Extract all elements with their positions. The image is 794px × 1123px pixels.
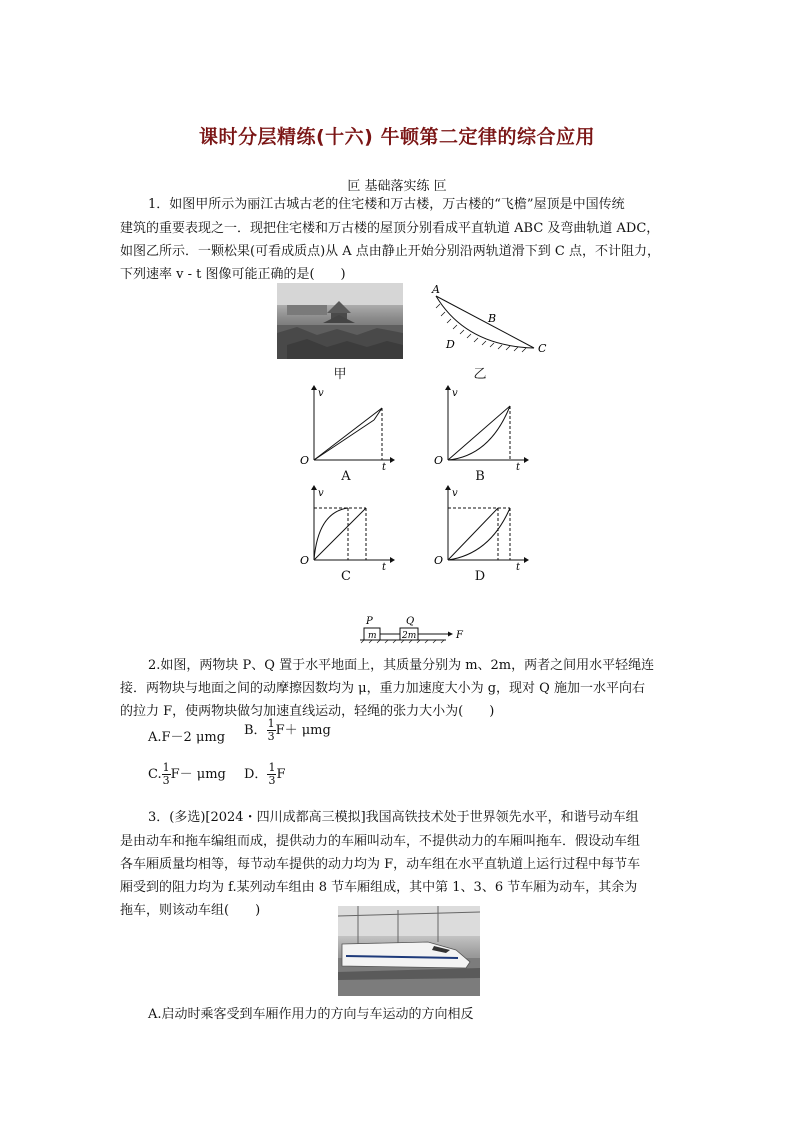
force-f-label: F	[456, 630, 463, 641]
graph-a-origin: O	[300, 454, 310, 467]
track-label-c: C	[538, 342, 547, 355]
q3-line-3: 各车厢质量均相等，每节动车提供的动力均为 F，动车组在水平直轨道上运行过程中每节车	[120, 857, 641, 872]
q2-option-d-prefix: D．	[244, 767, 268, 782]
block-p-label: P	[366, 616, 373, 627]
q2-option-b-prefix: B．	[244, 723, 267, 738]
old-town-photo	[277, 283, 403, 359]
fraction-one-third: $\frac{1}{3}$	[162, 761, 170, 787]
fraction-one-third: $\frac{1}{3}$	[267, 717, 275, 743]
q2-line-2: 接．两物块与地面之间的动摩擦因数均为 μ，重力加速度大小为 g，现对 Q 施加一水平向右	[120, 681, 645, 696]
graph-b-origin: O	[434, 454, 444, 467]
q3-line-2: 是由动车和拖车编组而成，提供动力的车厢叫动车，不提供动力的车厢叫拖车．假设动车组	[120, 834, 641, 849]
high-speed-train-photo	[338, 906, 480, 996]
q2-line-3: 的拉力 F，使两物块做匀加速直线运动，轻绳的张力大小为( )	[120, 704, 495, 719]
q2-line-1: 2.如图，两物块 P、Q 置于水平地面上，其质量分别为 m、2m，两者之间用水平轻绳连	[148, 658, 655, 673]
graph-c-origin: O	[300, 554, 310, 567]
graph-a	[296, 384, 396, 470]
block-p-mass: m	[368, 631, 377, 641]
graph-d-caption: D	[474, 569, 486, 584]
graph-b-caption: B	[475, 469, 485, 484]
q1-line-2: 建筑的重要表现之一．现把住宅楼和万古楼的屋顶分别看成平直轨道 ABC 及弯曲轨道 ADC，	[120, 221, 660, 236]
q3-line-4: 厢受到的阻力均为 f.某列动车组由 8 节车厢组成，其中第 1、3、6 节车厢为动车，其余为	[120, 880, 638, 895]
block-q-label: Q	[406, 616, 415, 627]
q2-option-b	[244, 718, 331, 743]
q3-option-a: A.启动时乘客受到车厢作用力的方向与车运动的方向相反	[148, 1007, 474, 1022]
q3-line-5: 拖车，则该动车组( )	[120, 903, 261, 918]
graph-a-v-label: v	[318, 388, 324, 399]
track-label-b: B	[488, 312, 497, 325]
q2-option-d-body: F	[276, 767, 286, 782]
graph-c	[296, 484, 396, 570]
graph-b-v-label: v	[452, 388, 458, 399]
q2-option-c-body: F－ μmg	[170, 767, 226, 782]
graph-a-t-label: t	[382, 462, 387, 470]
q2-option-b-body: F＋ μmg	[275, 723, 331, 738]
graph-d-origin: O	[434, 554, 444, 567]
track-label-a: A	[432, 283, 440, 296]
graph-d-t-label: t	[516, 562, 521, 570]
graph-d	[430, 484, 530, 570]
q2-option-c-prefix: C.	[148, 767, 162, 782]
graph-b-t-label: t	[516, 462, 521, 470]
fraction-one-third: $\frac{1}{3}$	[268, 761, 276, 787]
graph-c-v-label: v	[318, 488, 324, 499]
track-diagram	[426, 282, 548, 358]
block-q-mass: 2m	[402, 631, 417, 641]
fig-jia-caption: 甲	[333, 367, 347, 382]
q2-option-a: A.F－2 μmg	[148, 730, 226, 745]
q2-option-c	[148, 762, 226, 787]
blocks-diagram	[356, 612, 472, 644]
section-heading: 叵 基础落实练 叵	[347, 179, 447, 194]
q1-line-4: 下列速率 v - t 图像可能正确的是( )	[120, 267, 346, 282]
q2-option-d	[244, 762, 285, 787]
q1-line-3: 如图乙所示．一颗松果(可看成质点)从 A 点由静止开始分别沿两轨道滑下到 C 点，不计阻力，	[120, 244, 661, 259]
fig-yi-caption: 乙	[473, 367, 487, 382]
q1-line-1: 1．如图甲所示为丽江古城古老的住宅楼和万古楼，万古楼的“飞檐”屋顶是中国传统	[148, 197, 625, 212]
graph-c-caption: C	[341, 569, 351, 584]
page-title: 课时分层精练(十六) 牛顿第二定律的综合应用	[199, 126, 595, 148]
graph-d-v-label: v	[452, 488, 458, 499]
track-label-d: D	[446, 338, 455, 351]
q3-line-1: 3．(多选)[2024・四川成都高三模拟]我国高铁技术处于世界领先水平，和谐号动车组	[148, 810, 639, 825]
graph-c-t-label: t	[382, 562, 387, 570]
graph-b	[430, 384, 530, 470]
graph-a-caption: A	[341, 469, 351, 484]
